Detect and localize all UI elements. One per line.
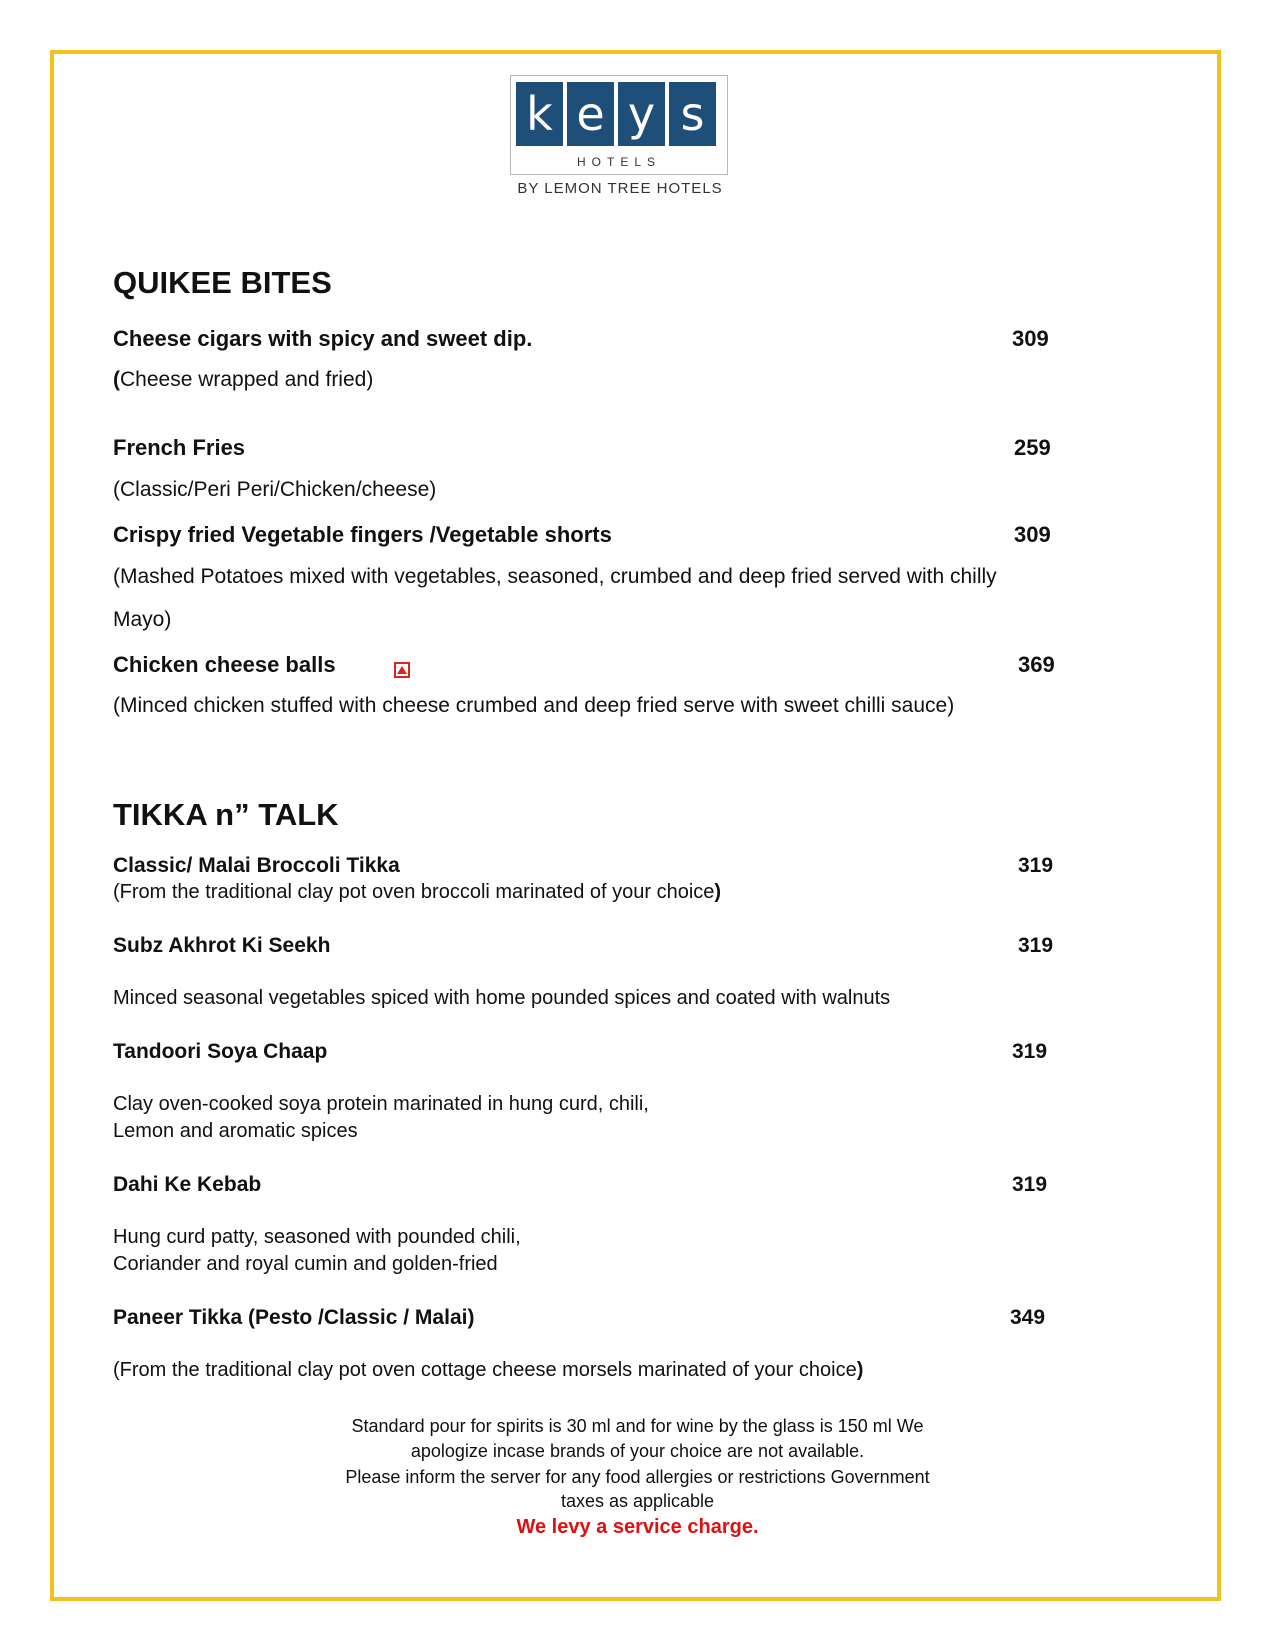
footer-note-line: taxes as applicable bbox=[560, 1491, 715, 1511]
footer-note-line: apologize incase brands of your choice are not available. bbox=[410, 1441, 865, 1461]
menu-item-description: Clay oven-cooked soya protein marinated in hung curd, chili, bbox=[113, 1093, 649, 1115]
menu-item-name: Paneer Tikka (Pesto /Classic / Malai) bbox=[113, 1306, 475, 1329]
footer-note-line: Standard pour for spirits is 30 ml and for wine by the glass is 150 ml We bbox=[351, 1416, 924, 1436]
logo-hotels-text: HOTELS bbox=[576, 155, 661, 169]
menu-item-description: Mayo) bbox=[113, 608, 172, 631]
logo-letter-k: k bbox=[516, 82, 563, 146]
keys-hotels-logo bbox=[510, 75, 728, 175]
menu-item-price: 309 bbox=[1012, 326, 1049, 351]
non-veg-icon bbox=[394, 662, 410, 678]
logo-letter-e: e bbox=[567, 82, 614, 146]
menu-item-name: Crispy fried Vegetable fingers /Vegetable shorts bbox=[113, 522, 612, 547]
menu-item-name: Cheese cigars with spicy and sweet dip. bbox=[113, 326, 533, 351]
service-charge-note: We levy a service charge. bbox=[516, 1516, 759, 1538]
menu-item-description: (From the traditional clay pot oven cottage cheese morsels marinated of your choice) bbox=[113, 1359, 864, 1381]
menu-item-price: 319 bbox=[1018, 934, 1054, 957]
menu-item-name: Tandoori Soya Chaap bbox=[113, 1040, 328, 1063]
footer-note-line: Please inform the server for any food allergies or restrictions Government bbox=[345, 1467, 930, 1487]
menu-item-description: Lemon and aromatic spices bbox=[113, 1120, 358, 1142]
menu-item-description: Hung curd patty, seasoned with pounded chili, bbox=[113, 1226, 521, 1248]
menu-item-name: Chicken cheese balls bbox=[113, 652, 336, 677]
menu-item-name: French Fries bbox=[113, 435, 246, 460]
menu-item-price: 349 bbox=[1010, 1306, 1046, 1329]
menu-item-price: 319 bbox=[1012, 1173, 1048, 1196]
menu-item-name: Subz Akhrot Ki Seekh bbox=[113, 934, 331, 957]
menu-item-description: (Cheese wrapped and fried) bbox=[113, 368, 374, 391]
section-title-quikee-bites: QUIKEE BITES bbox=[113, 265, 332, 300]
logo-letter-y: y bbox=[618, 82, 665, 146]
menu-item-description: Coriander and royal cumin and golden-fried bbox=[113, 1253, 498, 1275]
menu-item-price: 259 bbox=[1014, 435, 1051, 460]
menu-item-description: (Classic/Peri Peri/Chicken/cheese) bbox=[113, 478, 437, 501]
menu-item-description: (From the traditional clay pot oven broccoli marinated of your choice) bbox=[113, 881, 722, 903]
menu-item-description: (Mashed Potatoes mixed with vegetables, seasoned, crumbed and deep fried served with chilly bbox=[113, 565, 997, 588]
menu-item-price: 309 bbox=[1014, 522, 1051, 547]
menu-item-description: Minced seasonal vegetables spiced with home pounded spices and coated with walnuts bbox=[113, 987, 891, 1009]
menu-item-price: 319 bbox=[1018, 854, 1054, 877]
logo-letter-s: s bbox=[669, 82, 716, 146]
section-title-tikka-n-talk: TIKKA n” TALK bbox=[113, 797, 339, 832]
menu-item-name: Dahi Ke Kebab bbox=[113, 1173, 262, 1196]
menu-item-price: 319 bbox=[1012, 1040, 1048, 1063]
menu-item-name: Classic/ Malai Broccoli Tikka bbox=[113, 854, 400, 877]
logo-subtitle: BY LEMON TREE HOTELS bbox=[517, 180, 723, 197]
menu-item-price: 369 bbox=[1018, 652, 1055, 677]
menu-item-description: (Minced chicken stuffed with cheese crumbed and deep fried serve with sweet chilli sauce) bbox=[113, 694, 955, 717]
